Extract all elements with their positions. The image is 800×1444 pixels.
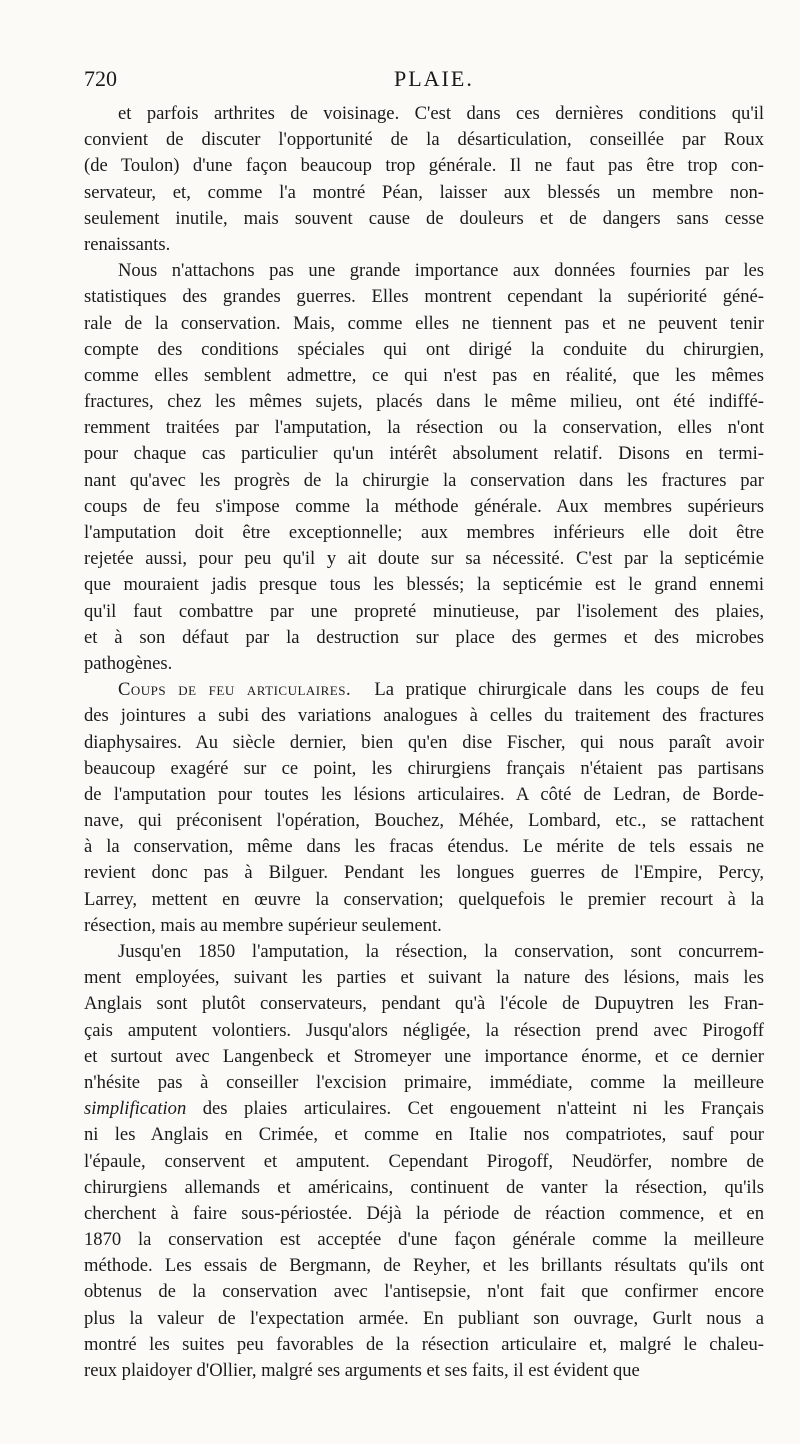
paragraph	[84, 677, 764, 939]
text-line: beaucoup exagéré sur ce point, les chirurgiens français n'étaient pas partisans	[84, 757, 764, 779]
text-line: reux plaidoyer d'Ollier, malgré ses arguments et ses faits, il est évident que	[84, 1360, 640, 1381]
text-line: rejetée aussi, pour peu qu'il y ait doute sur sa nécessité. C'est par la septicémie	[84, 548, 764, 570]
text-line: statistiques des grandes guerres. Elles montrent cependant la supériorité géné-	[84, 286, 764, 308]
text-line: et surtout avec Langenbeck et Stromeyer une importance énorme, et ce dernier	[84, 1045, 764, 1067]
text-line: servateur, et, comme l'a montré Péan, laisser aux blessés un membre non-	[84, 181, 764, 203]
text-line: à la conservation, même dans les fracas étendus. Le mérite de tels essais ne	[84, 836, 764, 858]
text-line: ment employées, suivant les parties et suivant la nature des lésions, mais les	[84, 967, 764, 989]
running-title: PLAIE.	[394, 66, 474, 91]
text-line: et parfois arthrites de voisinage. C'est dans ces dernières conditions qu'il	[118, 103, 764, 124]
text-line: 1870 la conservation est acceptée d'une façon générale comme la meilleure	[84, 1229, 764, 1251]
text-line: Jusqu'en 1850 l'amputation, la résection, la conservation, sont concurrem-	[118, 941, 764, 962]
section-heading: Coups de feu articulaires.	[118, 679, 352, 701]
text-line: remment traitées par l'amputation, la résection ou la conservation, elles n'ont	[84, 417, 764, 439]
text-line: nave, qui préconisent l'opération, Bouchez, Méhée, Lombard, etc., se rattachent	[84, 810, 764, 832]
text-line: obtenus de la conservation avec l'antisepsie, n'ont fait que confirmer encore	[84, 1281, 764, 1303]
text-line: (de Toulon) d'une façon beaucoup trop générale. Il ne faut pas être trop con-	[84, 155, 764, 177]
text-line: de l'amputation pour toutes les lésions articulaires. A côté de Ledran, de Borde-	[84, 783, 764, 805]
text-line: cherchent à faire sous-périostée. Déjà la période de réaction commence, et en	[84, 1202, 764, 1224]
text-line: pour chaque cas particulier qu'un intérêt absolument relatif. Disons en termi-	[84, 443, 764, 465]
text-line: Anglais sont plutôt conservateurs, pendant qu'à l'école de Dupuytren les Fran-	[84, 993, 764, 1015]
text-line: l'amputation doit être exceptionnelle; aux membres inférieurs elle doit être	[84, 522, 764, 543]
text-line: pathogènes.	[84, 652, 173, 674]
text-line: et à son défaut par la destruction sur place des germes et des microbes	[84, 626, 764, 648]
text-line: n'hésite pas à conseiller l'excision primaire, immédiate, comme la meilleure	[84, 1071, 764, 1093]
text-line: fractures, chez les mêmes sujets, placés dans le même milieu, ont été indiffé-	[84, 391, 764, 413]
text-line: des jointures a subi des variations analogues à celles du traitement des fractures	[84, 705, 764, 727]
text-line: ni les Anglais en Crimée, et comme en Italie nos compatriotes, sauf pour	[84, 1124, 764, 1146]
emphasized-word: simplification	[84, 1098, 187, 1120]
text-line: coups de feu s'impose comme la méthode générale. Aux membres supérieurs	[84, 495, 764, 517]
line-text: La pratique chirurgicale dans les coups de feu	[374, 679, 764, 701]
text-line: plus la valeur de l'expectation armée. En publiant son ouvrage, Gurlt nous a	[84, 1307, 764, 1329]
text-line: renaissants.	[84, 233, 171, 255]
text-line: qu'il faut combattre par une propreté minutieuse, par l'isolement des plaies,	[84, 600, 764, 622]
text-line: résection, mais au membre supérieur seulement.	[84, 914, 442, 936]
text-line	[84, 1096, 764, 1122]
text-line: revient donc pas à Bilguer. Pendant les longues guerres de l'Empire, Percy,	[84, 862, 764, 884]
text-line: çais amputent volontiers. Jusqu'alors négligée, la résection prend avec Pirogoff	[84, 1019, 764, 1041]
text-line	[84, 677, 764, 703]
line-text: des plaies articulaires. Cet engouement n'atteint ni les Français	[186, 1098, 764, 1120]
text-line: nant qu'avec les progrès de la chirurgie la conservation dans les fractures par	[84, 469, 764, 491]
text-line: convient de discuter l'opportunité de la désarticulation, conseillée par Roux	[84, 129, 764, 151]
text-line: comme elles semblent admettre, ce qui n'est pas en réalité, que les mêmes	[84, 364, 764, 386]
text-line: l'épaule, conservent et amputent. Cependant Pirogoff, Neudörfer, nombre de	[84, 1150, 764, 1172]
text-line: chirurgiens allemands et américains, continuent de vanter la résection, qu'ils	[84, 1176, 764, 1198]
text-line: diaphysaires. Au siècle dernier, bien qu'en dise Fischer, qui nous paraît avoir	[84, 731, 764, 753]
paragraph	[84, 939, 764, 1384]
text-line: Nous n'attachons pas une grande importance aux données fournies par les	[118, 260, 764, 282]
text-line: Larrey, mettent en œuvre la conservation; quelquefois le premier recourt à la	[84, 888, 764, 910]
text-line: seulement inutile, mais souvent cause de douleurs et de dangers sans cesse	[84, 207, 764, 229]
text-line: que mouraient jadis presque tous les blessés; la septicémie est le grand ennemi	[84, 574, 764, 596]
running-head	[84, 64, 764, 94]
text-line: méthode. Les essais de Bergmann, de Reyher, et les brillants résultats qu'ils ont	[84, 1255, 764, 1277]
text-line: compte des conditions spéciales qui ont dirigé la conduite du chirurgien,	[84, 338, 764, 360]
text-line: rale de la conservation. Mais, comme elles ne tiennent pas et ne peuvent tenir	[84, 312, 764, 334]
paragraph	[84, 101, 764, 258]
page-number: 720	[84, 66, 117, 91]
paragraph	[84, 258, 764, 677]
text-line: montré les suites peu favorables de la résection articulaire et, malgré le chaleu-	[84, 1333, 764, 1355]
body-text	[84, 101, 764, 1384]
